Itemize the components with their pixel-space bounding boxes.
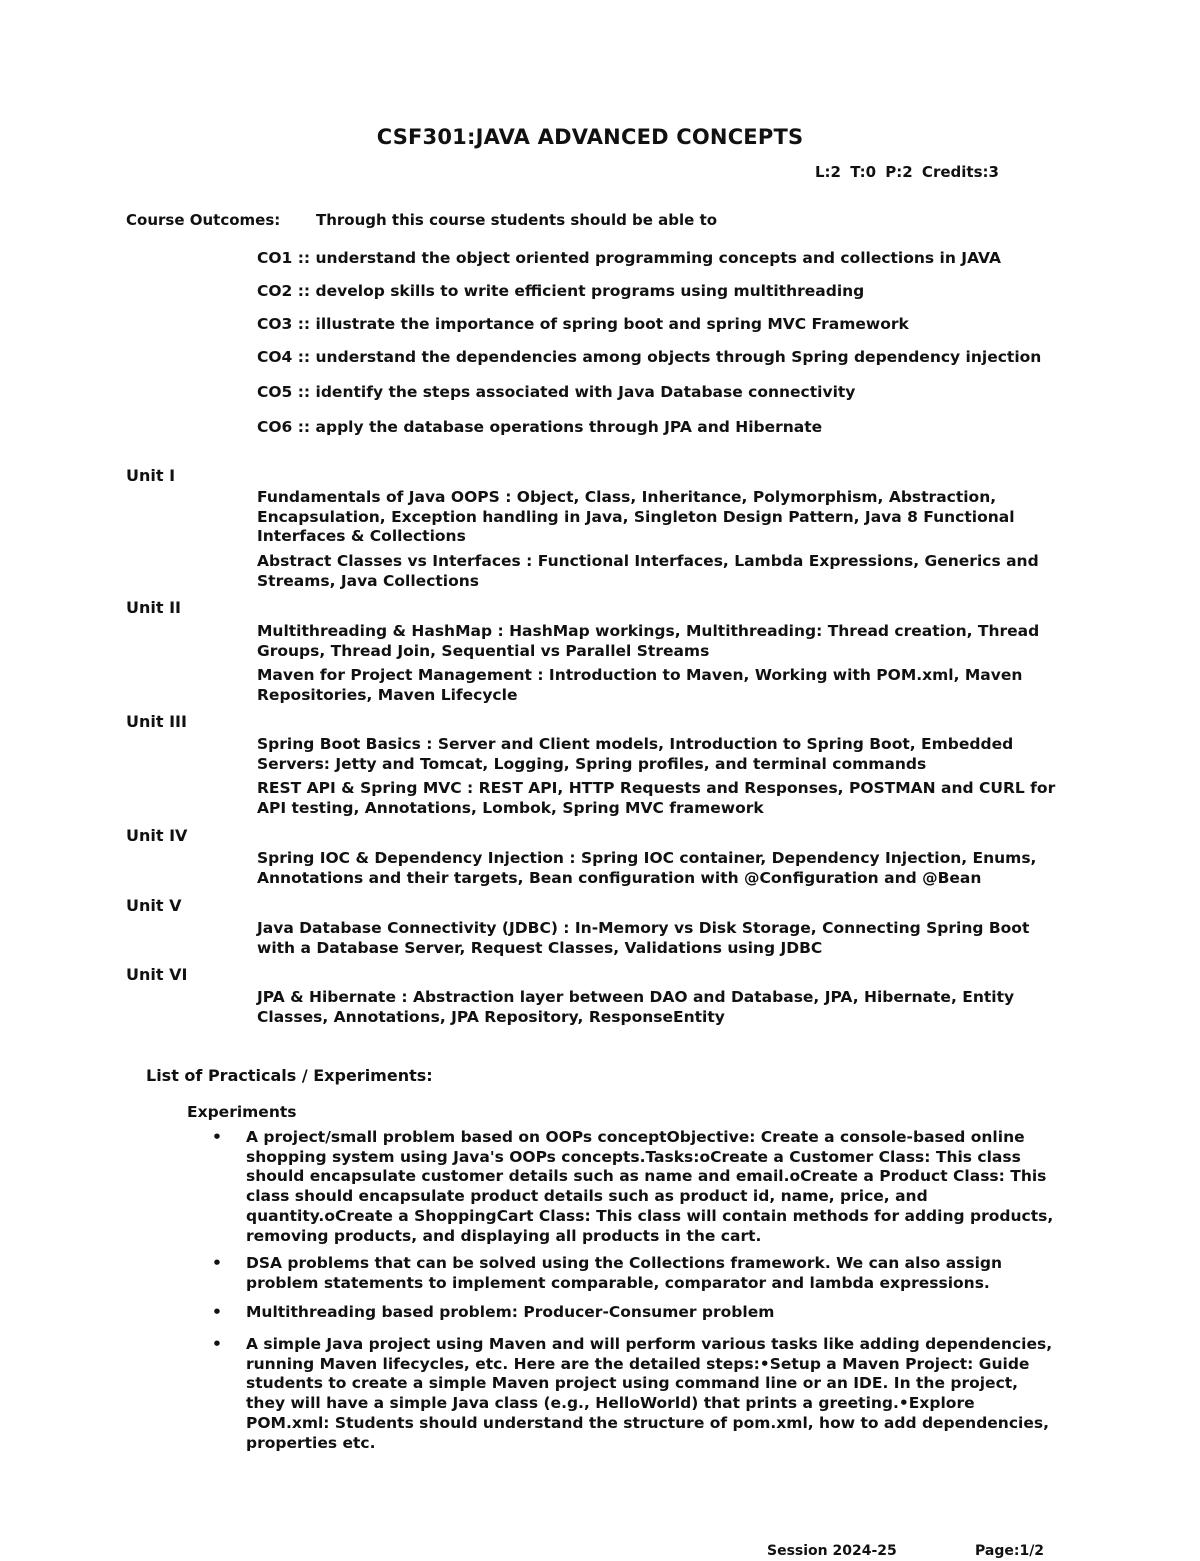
experiment-text: A project/small problem based on OOPs conceptObjective: Create a console-based online shopping system using Java's OOPs concepts.Tasks:oCreate a Customer Class: This class should encapsulate customer details such as name and email.oCreate a Product Class: This class should encapsulate product details such as product id, name, price, and quantity.oCreate a ShoppingCart Class: This class will contain methods for adding products, removing products, and displaying all products in the cart.: [246, 1128, 1054, 1245]
topic-text: In-Memory vs Disk Storage, Connecting Spring Boot with a Database Server, Request Classes, Validations using JDBC: [257, 919, 1030, 957]
bullet-icon: •: [212, 1303, 222, 1321]
experiments-subheading: Experiments: [187, 1103, 297, 1121]
experiment-item: [212, 1335, 1057, 1453]
course-outcomes-intro: Through this course students should be able to: [316, 211, 718, 229]
experiment-text: Multithreading based problem: Producer-Consumer problem: [246, 1303, 775, 1321]
unit-label: Unit V: [126, 896, 182, 915]
topic-heading: Maven for Project Management :: [257, 666, 544, 684]
bullet-icon: •: [212, 1335, 222, 1353]
topic-heading: Fundamentals of Java OOPS :: [257, 488, 512, 506]
course-outcome-item: CO6 :: apply the database operations through JPA and Hibernate: [257, 418, 823, 436]
unit-topic: [257, 666, 1057, 705]
unit-label: Unit II: [126, 598, 181, 617]
unit-topic: [257, 849, 1057, 888]
topic-text: Introduction to Maven, Working with POM.xml, Maven Repositories, Maven Lifecycle: [257, 666, 1023, 704]
experiment-item: [212, 1254, 1057, 1293]
topic-text: Spring IOC container, Dependency Injection, Enums, Annotations and their targets, Bean configuration with @Configuration and @Bean: [257, 849, 1037, 887]
unit-topic: [257, 735, 1057, 774]
topic-heading: REST API & Spring MVC :: [257, 779, 474, 797]
course-outcomes-label: Course Outcomes:: [126, 211, 281, 229]
unit-topic: [257, 622, 1057, 661]
unit-label: Unit I: [126, 466, 176, 485]
footer-page-number: Page:1/2: [975, 1543, 1045, 1559]
course-outcome-item: CO2 :: develop skills to write efficient programs using multithreading: [257, 282, 865, 300]
topic-text: Server and Client models, Introduction to Spring Boot, Embedded Servers: Jetty and Tomcat, Logging, Spring profiles, and terminal commands: [257, 735, 1014, 773]
unit-topic: [257, 552, 1057, 591]
topic-heading: Spring IOC & Dependency Injection :: [257, 849, 576, 867]
bullet-icon: •: [212, 1254, 222, 1272]
unit-topic: [257, 488, 1057, 547]
practicals-heading: List of Practicals / Experiments:: [146, 1066, 433, 1085]
topic-heading: Java Database Connectivity (JDBC) :: [257, 919, 570, 937]
experiment-item: [212, 1303, 1057, 1323]
topic-heading: Multithreading & HashMap :: [257, 622, 504, 640]
topic-text: Functional Interfaces, Lambda Expressions, Generics and Streams, Java Collections: [257, 552, 1039, 590]
footer-session: Session 2024-25: [767, 1543, 897, 1559]
topic-text: REST API, HTTP Requests and Responses, POSTMAN and CURL for API testing, Annotations, Lombok, Spring MVC framework: [257, 779, 1056, 817]
topic-heading: JPA & Hibernate :: [257, 988, 408, 1006]
course-outcome-item: CO1 :: understand the object oriented programming concepts and collections in JAVA: [257, 249, 1001, 267]
topic-heading: Abstract Classes vs Interfaces :: [257, 552, 533, 570]
course-outcome-item: CO3 :: illustrate the importance of spring boot and spring MVC Framework: [257, 315, 909, 333]
unit-topic: [257, 919, 1057, 958]
unit-label: Unit VI: [126, 965, 188, 984]
course-outcome-item: CO5 :: identify the steps associated with Java Database connectivity: [257, 383, 856, 401]
topic-heading: Spring Boot Basics :: [257, 735, 433, 753]
unit-topic: [257, 988, 1057, 1027]
experiment-text: DSA problems that can be solved using the Collections framework. We can also assign problem statements to implement comparable, comparator and lambda expressions.: [246, 1254, 1003, 1292]
experiment-item: [212, 1128, 1057, 1246]
unit-label: Unit IV: [126, 826, 188, 845]
course-title: CSF301:JAVA ADVANCED CONCEPTS: [376, 125, 804, 149]
credits-line: L:2 T:0 P:2 Credits:3: [815, 163, 999, 181]
topic-text: Object, Class, Inheritance, Polymorphism, Abstraction, Encapsulation, Exception handling in Java, Singleton Design Pattern, Java 8 Functional Interfaces & Collections: [257, 488, 1015, 545]
unit-topic: [257, 779, 1057, 818]
unit-label: Unit III: [126, 712, 187, 731]
bullet-icon: •: [212, 1128, 222, 1146]
experiment-text: A simple Java project using Maven and will perform various tasks like adding dependencies, running Maven lifecycles, etc. Here are the detailed steps:•Setup a Maven Project: Guide students to create a simple Maven project using command line or an IDE. In the project, they will have a simple Java class (e.g., HelloWorld) that prints a greeting.•Explore POM.xml: Students should understand the structure of pom.xml, how to add dependencies, properties etc.: [246, 1335, 1053, 1452]
course-outcome-item: CO4 :: understand the dependencies among objects through Spring dependency injection: [257, 348, 1042, 366]
topic-text: HashMap workings, Multithreading: Thread creation, Thread Groups, Thread Join, Sequential vs Parallel Streams: [257, 622, 1040, 660]
topic-text: Abstraction layer between DAO and Database, JPA, Hibernate, Entity Classes, Annotations, JPA Repository, ResponseEntity: [257, 988, 1015, 1026]
